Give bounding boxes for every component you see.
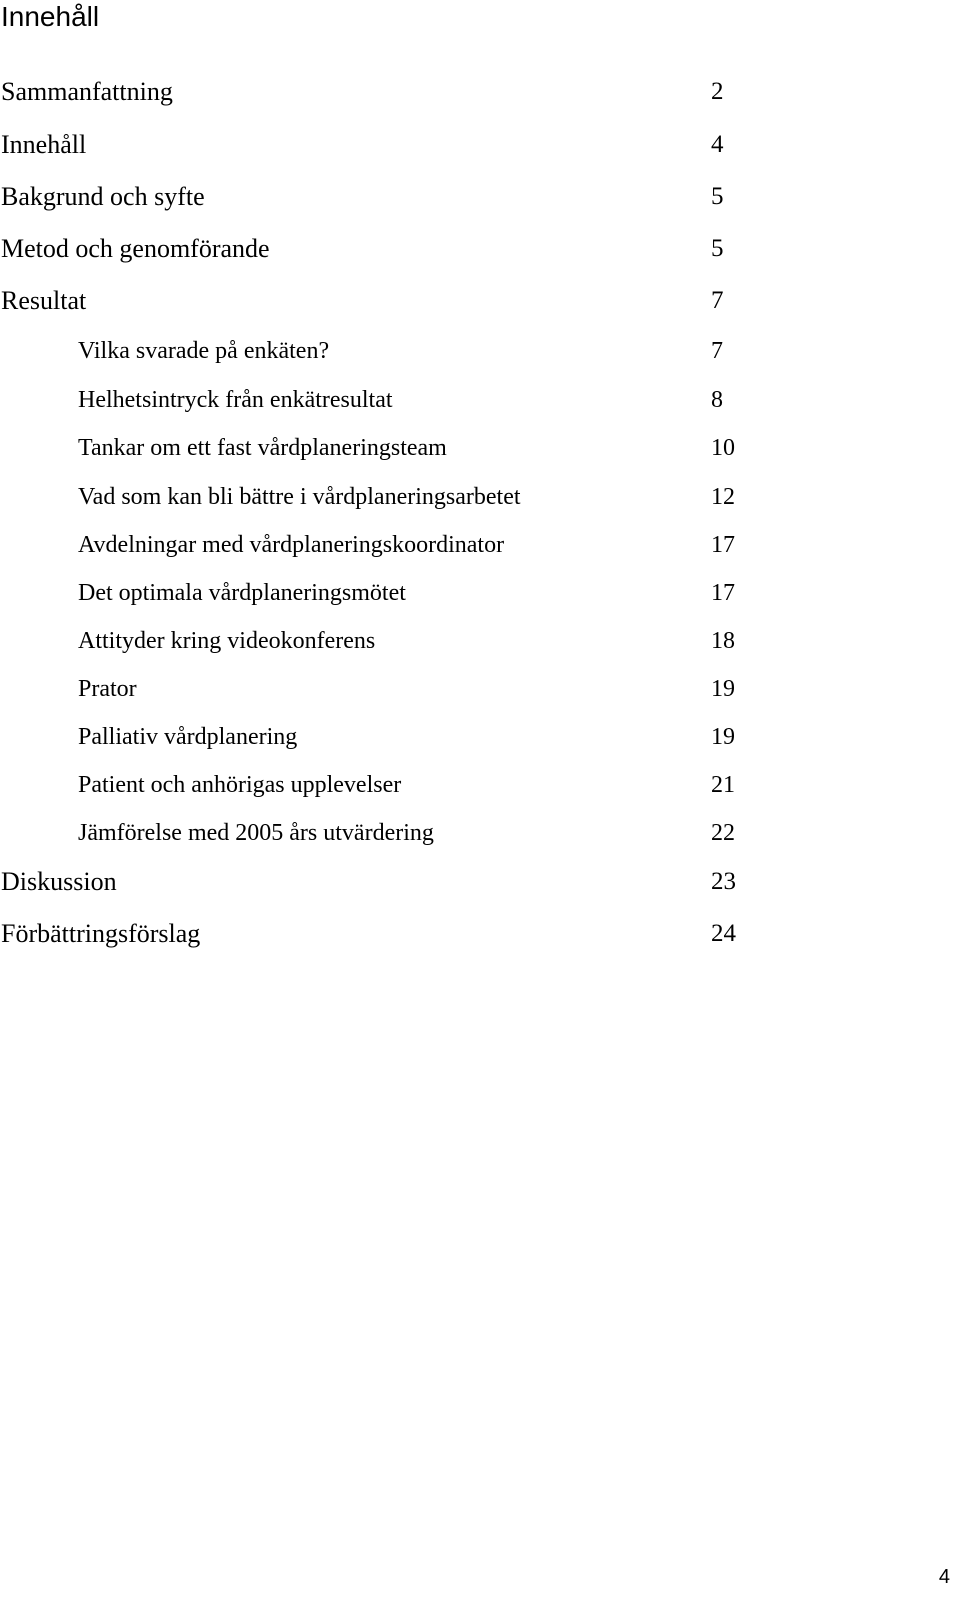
toc-entry-page: 5 — [711, 235, 724, 262]
toc-entry-patient-och-anhoriga[interactable] — [0, 768, 740, 802]
toc-entry-page: 17 — [711, 532, 735, 558]
toc-entry-attityder-videokonferens[interactable] — [0, 624, 740, 658]
toc-entry-title: Prator — [78, 676, 137, 702]
toc-entry-title: Patient och anhörigas upplevelser — [78, 772, 402, 798]
toc-entry-palliativ-vardplanering[interactable] — [0, 720, 740, 754]
toc-entry-prator[interactable] — [0, 672, 740, 706]
page-title: Innehåll — [1, 1, 100, 32]
toc-entry-page: 24 — [711, 920, 736, 947]
toc-entry-page: 18 — [711, 628, 735, 654]
toc-entry-page: 5 — [711, 183, 724, 210]
toc-entry-title: Det optimala vårdplaneringsmötet — [78, 580, 406, 606]
toc-entry-page: 10 — [711, 435, 735, 461]
toc-entry-diskussion[interactable] — [0, 865, 740, 899]
toc-entry-vilka-svarade[interactable] — [0, 334, 740, 368]
toc-entry-jamforelse-2005[interactable] — [0, 816, 740, 850]
toc-entry-page: 12 — [711, 484, 735, 510]
toc-entry-page: 7 — [711, 287, 724, 314]
toc-entry-title: Diskussion — [1, 867, 117, 896]
toc-entry-det-optimala-motet[interactable] — [0, 576, 740, 610]
toc-entry-title: Attityder kring videokonferens — [78, 628, 376, 654]
toc-entry-title: Innehåll — [1, 130, 87, 159]
page-number: 4 — [938, 1566, 950, 1588]
toc-entry-page: 21 — [711, 772, 735, 798]
toc-entry-bakgrund-och-syfte[interactable] — [0, 180, 740, 214]
toc-entry-title: Tankar om ett fast vårdplaneringsteam — [78, 435, 447, 461]
toc-entry-page: 23 — [711, 868, 736, 895]
toc-entry-sammanfattning[interactable] — [0, 75, 740, 109]
toc-entry-title: Metod och genomförande — [1, 234, 270, 263]
toc-entry-page: 8 — [711, 387, 723, 413]
toc-entry-page: 17 — [711, 580, 735, 606]
toc-entry-resultat[interactable] — [0, 284, 740, 318]
toc-entry-forbattringsforslag[interactable] — [0, 917, 740, 951]
toc-entry-title: Helhetsintryck från enkätresultat — [78, 387, 393, 413]
toc-entry-title: Palliativ vårdplanering — [78, 724, 298, 750]
toc-entry-title: Avdelningar med vårdplaneringskoordinator — [78, 532, 505, 558]
toc-entry-helhetsintryck[interactable] — [0, 383, 740, 417]
toc-entry-tankar-om-vardplaneringsteam[interactable] — [0, 431, 740, 465]
toc-entry-title: Förbättringsförslag — [1, 919, 201, 948]
toc-entry-page: 22 — [711, 820, 735, 846]
toc-entry-avdelningar-med-koordinator[interactable] — [0, 528, 740, 562]
toc-entry-title: Bakgrund och syfte — [1, 182, 205, 211]
toc-entry-title: Vilka svarade på enkäten? — [78, 338, 330, 364]
toc-entry-page: 19 — [711, 724, 735, 750]
toc-entry-title: Resultat — [1, 286, 87, 315]
toc-entry-page: 7 — [711, 338, 723, 364]
toc-entry-page: 19 — [711, 676, 735, 702]
toc-entry-page: 4 — [711, 131, 724, 158]
toc-entry-metod-och-genomforande[interactable] — [0, 232, 740, 266]
toc-entry-page: 2 — [711, 78, 724, 105]
toc-entry-innehall[interactable] — [0, 128, 740, 162]
toc-entry-title: Jämförelse med 2005 års utvärdering — [78, 820, 434, 846]
toc-entry-title: Sammanfattning — [1, 77, 173, 106]
toc-entry-vad-som-kan-bli-battre[interactable] — [0, 480, 740, 514]
toc-entry-title: Vad som kan bli bättre i vårdplaneringsarbetet — [78, 484, 521, 510]
